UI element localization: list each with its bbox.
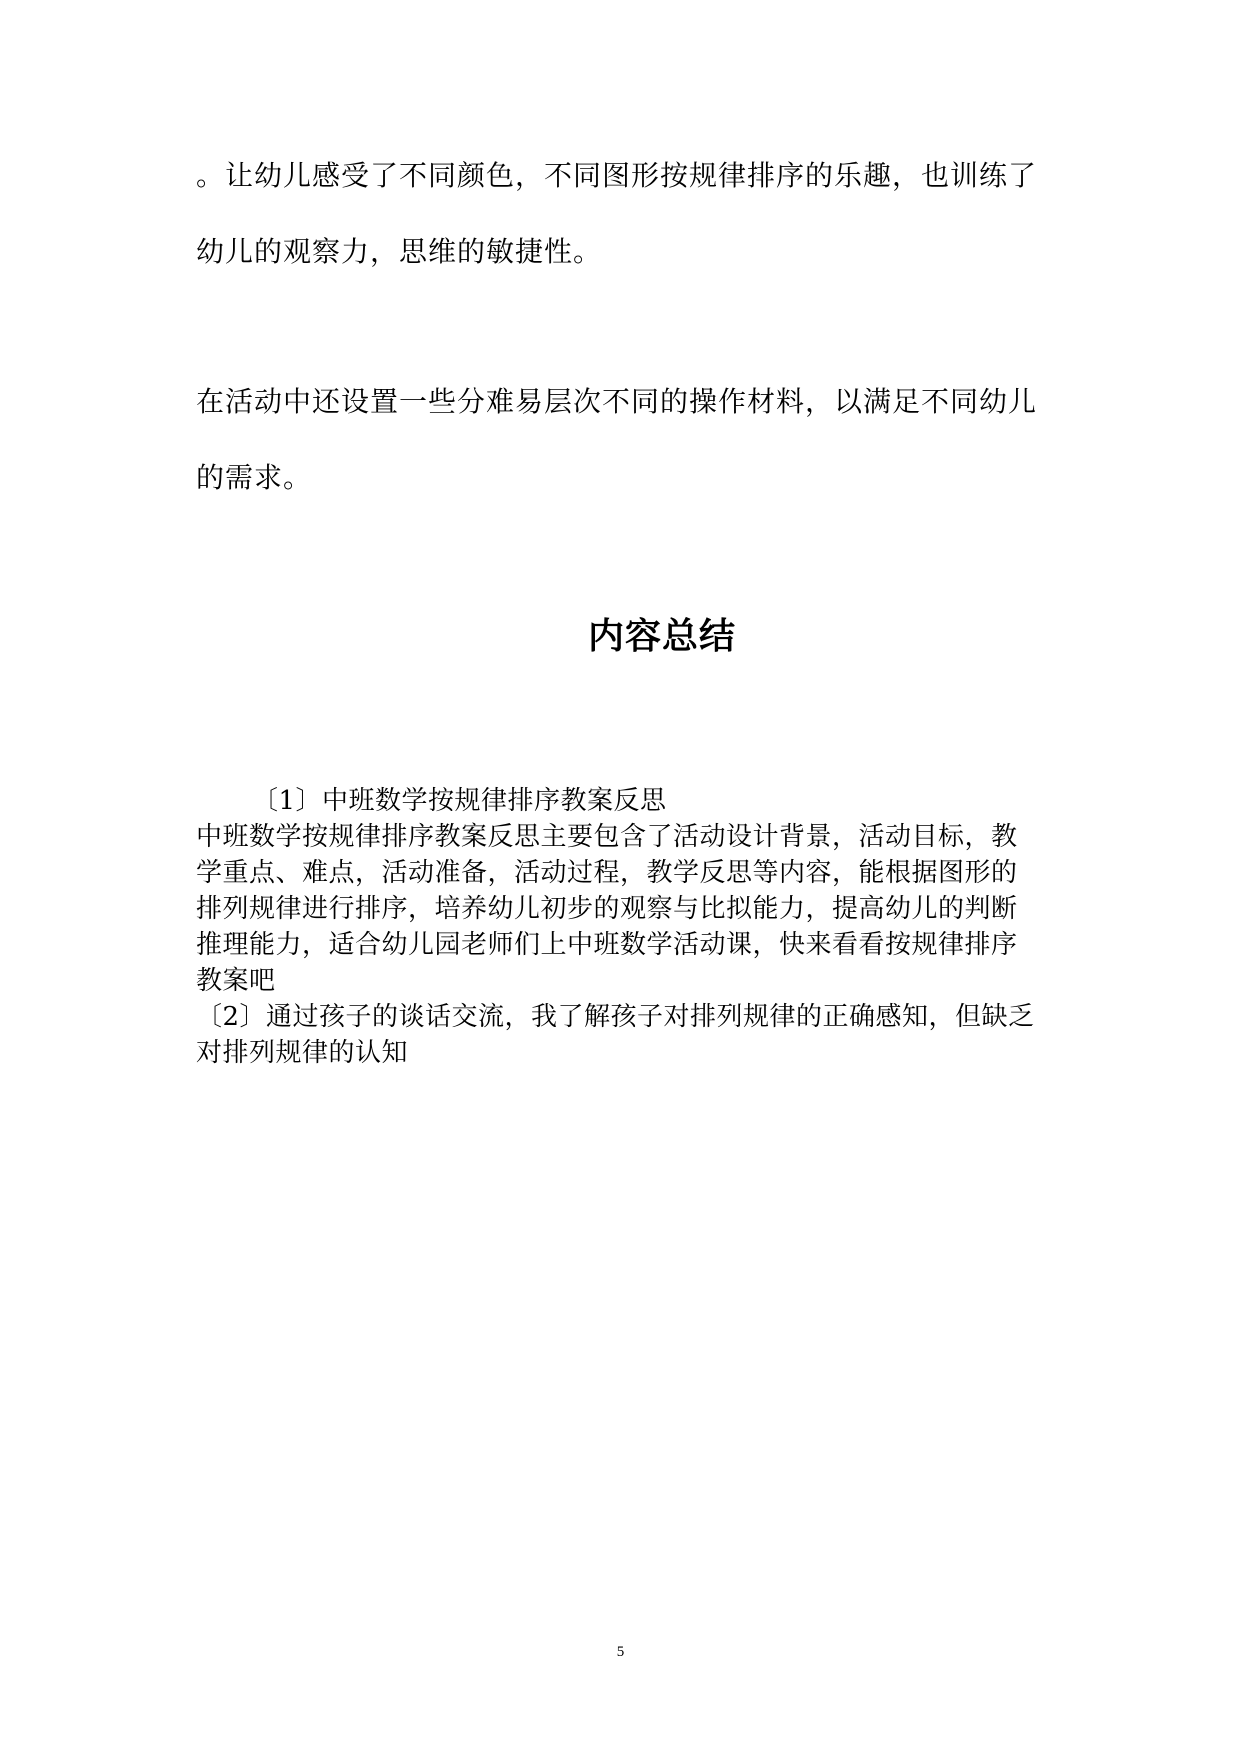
summary-line: 学重点、难点，活动准备，活动过程，教学反思等内容，能根据图形的 <box>196 858 1018 888</box>
paragraph-1-line-1: 。让幼儿感受了不同颜色，不同图形按规律排序的乐趣，也训练了 <box>196 159 1038 192</box>
summary-line: 对排列规律的认知 <box>196 1038 409 1068</box>
summary-item-2: 〔2〕通过孩子的谈话交流，我了解孩子对排列规律的正确感知，但缺乏 <box>196 1002 1035 1032</box>
paragraph-1-line-2: 幼儿的观察力，思维的敏捷性。 <box>196 235 603 268</box>
summary-item-1-title: 〔1〕中班数学按规律排序教案反思 <box>252 786 667 816</box>
paragraph-2-line-2: 的需求。 <box>196 461 313 494</box>
summary-line: 推理能力，适合幼儿园老师们上中班数学活动课，快来看看按规律排序 <box>196 930 1018 960</box>
page-number: 5 <box>616 1644 625 1660</box>
summary-line: 排列规律进行排序，培养幼儿初步的观察与比拟能力，提高幼儿的判断 <box>196 894 1018 924</box>
paragraph-2-line-1: 在活动中还设置一些分难易层次不同的操作材料，以满足不同幼儿 <box>196 385 1038 418</box>
summary-line: 教案吧 <box>196 966 276 996</box>
summary-line: 中班数学按规律排序教案反思主要包含了活动设计背景，活动目标，教 <box>196 822 1018 852</box>
summary-heading: 内容总结 <box>587 616 736 657</box>
